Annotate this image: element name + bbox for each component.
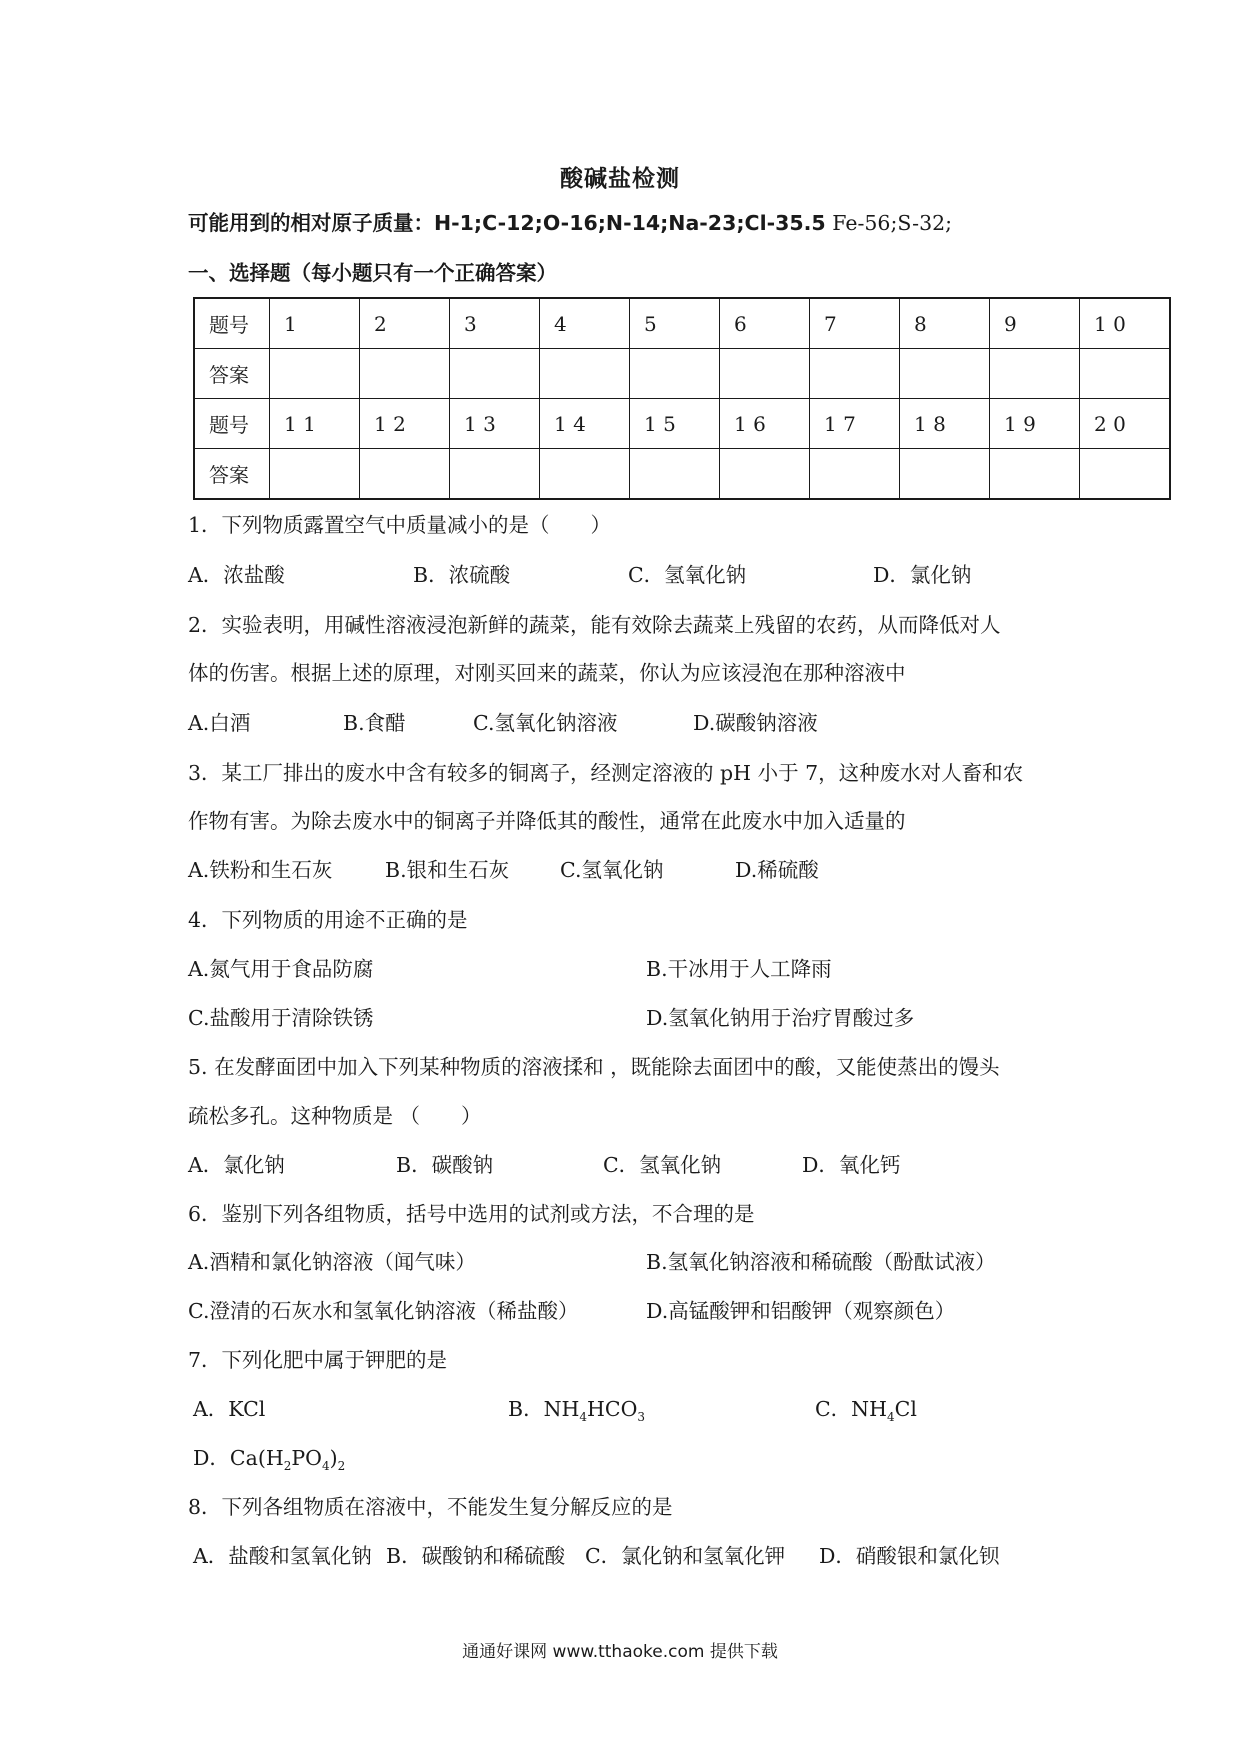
answer-table-cell [1080, 449, 1171, 500]
q1-option-a: A．浓盐酸 [188, 563, 285, 587]
answer-table-cell [540, 349, 630, 399]
atomic-masses-values: H-1;C-12;O-16;N-14;Na-23;Cl-35.5 [434, 211, 826, 235]
answer-table-row [194, 298, 1170, 349]
q4-option-c: C.盐酸用于清除铁锈 [188, 1006, 374, 1030]
answer-table-row-header: 题号 [194, 298, 270, 349]
answer-table-cell: 1 5 [630, 399, 720, 449]
answer-table-cell [810, 349, 900, 399]
q2-option-a: A.白酒 [188, 711, 251, 735]
answer-table-cell: 1 8 [900, 399, 990, 449]
q6-option-b: B.氢氧化钠溶液和稀硫酸（酚酞试液） [646, 1250, 996, 1274]
answer-table-cell: 2 [360, 298, 450, 349]
answer-table [193, 297, 1171, 500]
q2-option-c: C.氢氧化钠溶液 [473, 711, 618, 735]
q6-option-a: A.酒精和氯化钠溶液（闻气味） [188, 1250, 476, 1274]
answer-table-cell [360, 449, 450, 500]
question-7-option-d: D．$Ca(H_2PO_4)_2$ [193, 1446, 346, 1474]
q5-option-c: C．氢氧化钠 [603, 1153, 722, 1177]
answer-table-cell: 7 [810, 298, 900, 349]
answer-table-cell: 1 1 [270, 399, 360, 449]
q5-option-d: D．氧化钙 [802, 1153, 901, 1177]
q3-option-a: A.铁粉和生石灰 [188, 858, 333, 882]
answer-table-cell: 5 [630, 298, 720, 349]
answer-table-cell: 2 0 [1080, 399, 1171, 449]
answer-table-cell [450, 449, 540, 500]
q3-option-d: D.稀硫酸 [735, 858, 819, 882]
answer-table-cell [270, 449, 360, 500]
q5-option-b: B．碳酸钠 [396, 1153, 494, 1177]
q2-option-d: D.碳酸钠溶液 [693, 711, 818, 735]
answer-table-row [194, 449, 1170, 500]
q8-option-d: D．硝酸银和氯化钡 [819, 1544, 1000, 1568]
answer-table-cell [720, 349, 810, 399]
q5-option-a: A．氯化钠 [188, 1153, 285, 1177]
question-2-stem-1: 2．实验表明，用碱性溶液浸泡新鲜的蔬菜，能有效除去蔬菜上残留的农药，从而降低对人 [188, 613, 1001, 637]
answer-table-cell: 1 6 [720, 399, 810, 449]
answer-table-row-header: 答案 [194, 449, 270, 500]
answer-table-cell [630, 449, 720, 500]
question-6-stem: 6．鉴别下列各组物质，括号中选用的试剂或方法，不合理的是 [188, 1202, 755, 1226]
section-heading: 一、选择题（每小题只有一个正确答案） [188, 261, 557, 285]
answer-table-cell: 3 [450, 298, 540, 349]
q7-option-a: A．KCl [193, 1397, 266, 1421]
answer-table-row-header: 题号 [194, 399, 270, 449]
footer-credit: 通通好课网 www.tthaoke.com 提供下载 [462, 1642, 778, 1662]
answer-table-cell: 9 [990, 298, 1080, 349]
answer-table-row-header: 答案 [194, 349, 270, 399]
answer-table-cell [810, 449, 900, 500]
answer-table-row [194, 399, 1170, 449]
q3-option-b: B.银和生石灰 [385, 858, 510, 882]
question-5-stem-2: 疏松多孔。这种物质是 （ ） [188, 1104, 482, 1128]
q4-option-b: B.干冰用于人工降雨 [646, 957, 832, 981]
answer-table-cell: 1 [270, 298, 360, 349]
q2-option-b: B.食醋 [343, 711, 406, 735]
q3-option-c: C.氢氧化钠 [560, 858, 664, 882]
answer-table-cell: 1 7 [810, 399, 900, 449]
q4-option-d: D.氢氧化钠用于治疗胃酸过多 [646, 1006, 915, 1030]
q6-option-d: D.高锰酸钾和铝酸钾（观察颜色） [646, 1299, 956, 1323]
q8-option-a: A．盐酸和氢氧化钠 [193, 1544, 372, 1568]
answer-table-cell: 4 [540, 298, 630, 349]
answer-table-cell [990, 449, 1080, 500]
answer-table-row [194, 349, 1170, 399]
page-title: 酸碱盐检测 [560, 166, 680, 192]
q1-option-c: C．氢氧化钠 [628, 563, 747, 587]
question-8-stem: 8．下列各组物质在溶液中，不能发生复分解反应的是 [188, 1495, 673, 1519]
answer-table-cell [270, 349, 360, 399]
answer-table-cell [720, 449, 810, 500]
answer-table-cell: 1 2 [360, 399, 450, 449]
q1-option-b: B．浓硫酸 [413, 563, 511, 587]
question-1-stem: 1．下列物质露置空气中质量减小的是（ ） [188, 513, 612, 537]
answer-table-cell: 1 9 [990, 399, 1080, 449]
answer-table-cell [900, 449, 990, 500]
q4-option-a: A.氮气用于食品防腐 [188, 957, 374, 981]
atomic-masses [188, 208, 952, 238]
atomic-masses-label: 可能用到的相对原子质量： [188, 211, 434, 235]
question-4-stem: 4．下列物质的用途不正确的是 [188, 908, 468, 932]
question-3-stem-1: 3．某工厂排出的废水中含有较多的铜离子，经测定溶液的 pH 小于 7，这种废水对人畜和农 [188, 761, 1024, 785]
answer-table-cell [1080, 349, 1171, 399]
q6-option-c: C.澄清的石灰水和氢氧化钠溶液（稀盐酸） [188, 1299, 579, 1323]
q8-option-b: B．碳酸钠和稀硫酸 [386, 1544, 566, 1568]
question-3-stem-2: 作物有害。为除去废水中的铜离子并降低其的酸性，通常在此废水中加入适量的 [188, 809, 906, 833]
answer-table-cell: 6 [720, 298, 810, 349]
atomic-masses-extra: Fe-56;S-32; [825, 211, 953, 235]
answer-table-cell [540, 449, 630, 500]
answer-table-cell [990, 349, 1080, 399]
question-5-stem-1: 5. 在发酵面团中加入下列某种物质的溶液揉和 ，既能除去面团中的酸，又能使蒸出的馒头 [188, 1055, 1000, 1079]
answer-table-cell [630, 349, 720, 399]
answer-table-cell: 8 [900, 298, 990, 349]
question-7-stem: 7．下列化肥中属于钾肥的是 [188, 1348, 448, 1372]
question-2-stem-2: 体的伤害。根据上述的原理，对刚买回来的蔬菜，你认为应该浸泡在那种溶液中 [188, 661, 906, 685]
q7-option-c: C．$NH_4Cl$ [815, 1397, 917, 1425]
answer-table-cell [360, 349, 450, 399]
answer-table-cell: 1 4 [540, 399, 630, 449]
q7-option-b: B．$NH_4HCO_3$ [508, 1397, 646, 1425]
answer-table-cell: 1 3 [450, 399, 540, 449]
answer-table-cell [900, 349, 990, 399]
answer-table-cell: 1 0 [1080, 298, 1171, 349]
answer-table-cell [450, 349, 540, 399]
q1-option-d: D．氯化钠 [873, 563, 972, 587]
q8-option-c: C．氯化钠和氢氧化钾 [585, 1544, 786, 1568]
